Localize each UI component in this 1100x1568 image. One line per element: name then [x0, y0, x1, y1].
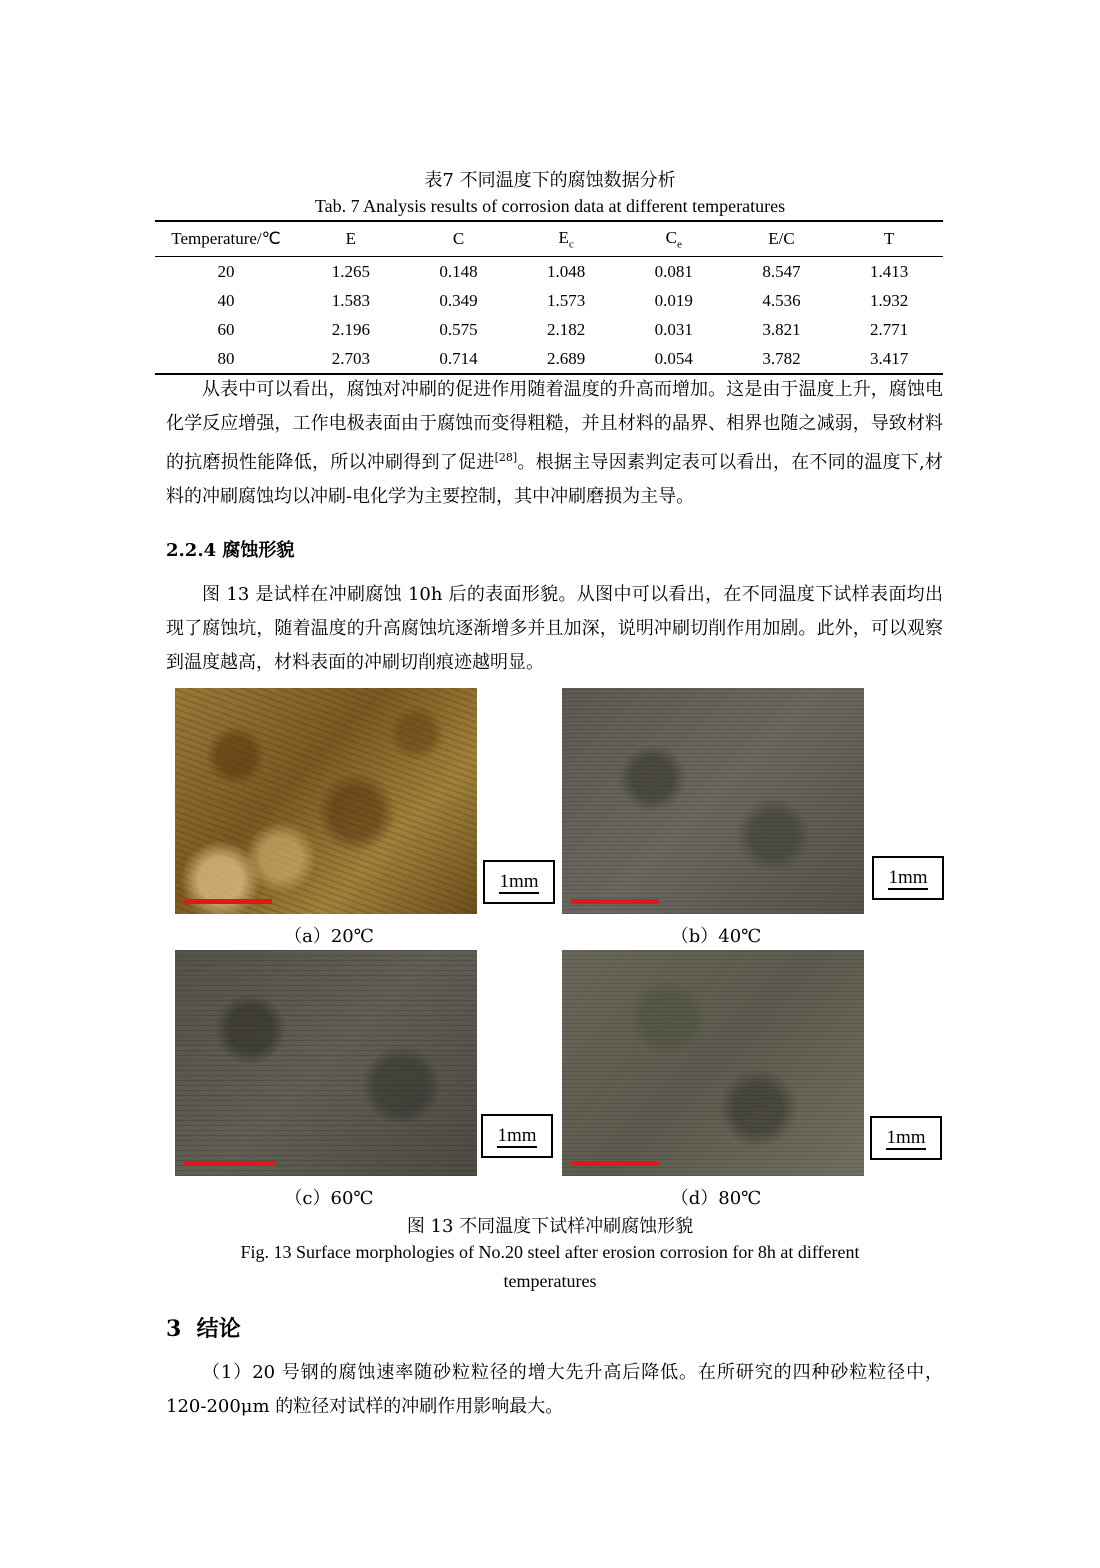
table-cell: 2.196	[331, 319, 370, 339]
table-cell: 0.148	[439, 261, 478, 281]
scale-label-box	[481, 1114, 553, 1158]
scale-label-box	[870, 1116, 942, 1160]
figure-caption-cn: 图 13 不同温度下试样冲刷腐蚀形貌	[406, 1216, 694, 1237]
table-cell: 3.417	[870, 348, 909, 368]
subfigure-caption: （a）20℃	[284, 926, 374, 947]
conclusion-item: （1）20 号钢的腐蚀速率随砂粒粒径的增大先升高后降低。在所研究的四种砂粒粒径中，120-200μm 的粒径对试样的冲刷作用影响最大。	[166, 1362, 943, 1417]
table-cell: 1.573	[547, 290, 586, 310]
table-cell: 2.689	[547, 348, 586, 368]
table-cell: 2.771	[870, 319, 909, 339]
table-caption-en: Tab. 7 Analysis results of corrosion data at different temperatures	[314, 196, 786, 216]
figure-caption-en-line2: temperatures	[503, 1271, 597, 1291]
micrograph-80c	[562, 950, 864, 1176]
header-ec: $E_c$	[558, 227, 574, 251]
scale-bar	[571, 899, 659, 904]
micrograph-60c	[175, 950, 477, 1176]
header-e-over-c: E/C	[768, 229, 795, 248]
table-row	[155, 286, 943, 315]
table-cell: 1.932	[870, 290, 909, 310]
table-cell: 1.265	[331, 261, 370, 281]
table-cell: 3.821	[762, 319, 801, 339]
table-row	[155, 344, 943, 374]
table-cell: 0.575	[439, 319, 478, 339]
table-cell: 4.536	[762, 290, 801, 310]
section-title: 腐蚀形貌	[222, 540, 295, 561]
corrosion-data-table	[155, 220, 943, 375]
body-paragraph	[166, 373, 943, 514]
header-ce: $C_e$	[665, 227, 682, 251]
table-row	[155, 257, 943, 287]
header-t: T	[883, 229, 895, 248]
section-number: 2.2.4	[166, 540, 217, 561]
table-cell: 20	[217, 261, 235, 281]
header-ec-subscript: c	[568, 238, 574, 251]
micrograph-20c	[175, 688, 477, 914]
table-row	[155, 315, 943, 344]
table-cell: 60	[217, 319, 235, 339]
scale-label-box	[483, 860, 555, 904]
table-cell: 0.054	[654, 348, 693, 368]
subfigure-caption: （c）60℃	[284, 1188, 374, 1209]
table-cell: 0.019	[654, 290, 693, 310]
table-cell: 1.583	[331, 290, 370, 310]
scale-label: 1mm	[497, 1125, 537, 1146]
scale-bar	[571, 1161, 659, 1166]
table-cell: 8.547	[762, 261, 801, 281]
header-ce-subscript: e	[677, 238, 682, 251]
scale-label: 1mm	[886, 1127, 926, 1148]
table-cell: 80	[217, 348, 235, 368]
table-cell: 1.048	[547, 261, 586, 281]
body-paragraph: 图 13 是试样在冲刷腐蚀 10h 后的表面形貌。从图中可以看出，在不同温度下试样表面均出现了腐蚀坑，随着温度的升高腐蚀坑逐渐增多并且加深，说明冲刷切削作用加剧。此外，可以观察到温度越高，材料表面的冲刷切削痕迹越明显。	[166, 584, 943, 673]
table-cell: 1.413	[870, 261, 909, 281]
header-temperature: Temperature/℃	[171, 229, 281, 248]
subfigure-caption: （b）40℃	[670, 926, 762, 947]
table-cell: 40	[217, 290, 235, 310]
table-cell: 0.031	[654, 319, 693, 339]
table-cell: 0.081	[654, 261, 693, 281]
figure-caption-en-line1: Fig. 13 Surface morphologies of No.20 steel after erosion corrosion for 8h at different	[240, 1242, 860, 1262]
header-c: C	[452, 229, 465, 248]
table-cell: 0.714	[439, 348, 478, 368]
section-title: 结论	[196, 1316, 241, 1342]
section-number: 3	[166, 1316, 182, 1342]
paragraph-text: 。根据主导因素判定表可以看出，在不同的温度下,材料的冲刷腐蚀均以冲刷-电化学为主要控制，其中冲刷磨损为主导。	[166, 452, 943, 507]
table-cell: 0.349	[439, 290, 478, 310]
header-e: E	[345, 229, 357, 248]
table-cell: 2.703	[331, 348, 370, 368]
table-cell: 2.182	[547, 319, 586, 339]
citation-ref: [28]	[494, 451, 518, 464]
scale-bar	[184, 899, 272, 904]
table-cell: 3.782	[762, 348, 801, 368]
section-heading	[166, 1312, 241, 1343]
scale-bar	[184, 1161, 276, 1166]
scale-label-box	[872, 856, 944, 900]
table-header-row	[155, 221, 943, 257]
scale-label: 1mm	[499, 871, 539, 892]
section-heading	[166, 536, 294, 562]
micrograph-40c	[562, 688, 864, 914]
scale-label: 1mm	[888, 867, 928, 888]
table-caption-cn: 表7 不同温度下的腐蚀数据分析	[424, 170, 676, 191]
subfigure-caption: （d）80℃	[670, 1188, 762, 1209]
paragraph-text: 从表中可以看出，腐蚀对冲刷的促进作用随着温度的升高而增加。这是由于温度上升，腐蚀电化学反应增强，工作电极表面由于腐蚀而变得粗糙，并且材料的晶界、相界也随之减弱，导致材料的抗磨损性能降低，所以冲刷得到了促进	[166, 379, 943, 473]
